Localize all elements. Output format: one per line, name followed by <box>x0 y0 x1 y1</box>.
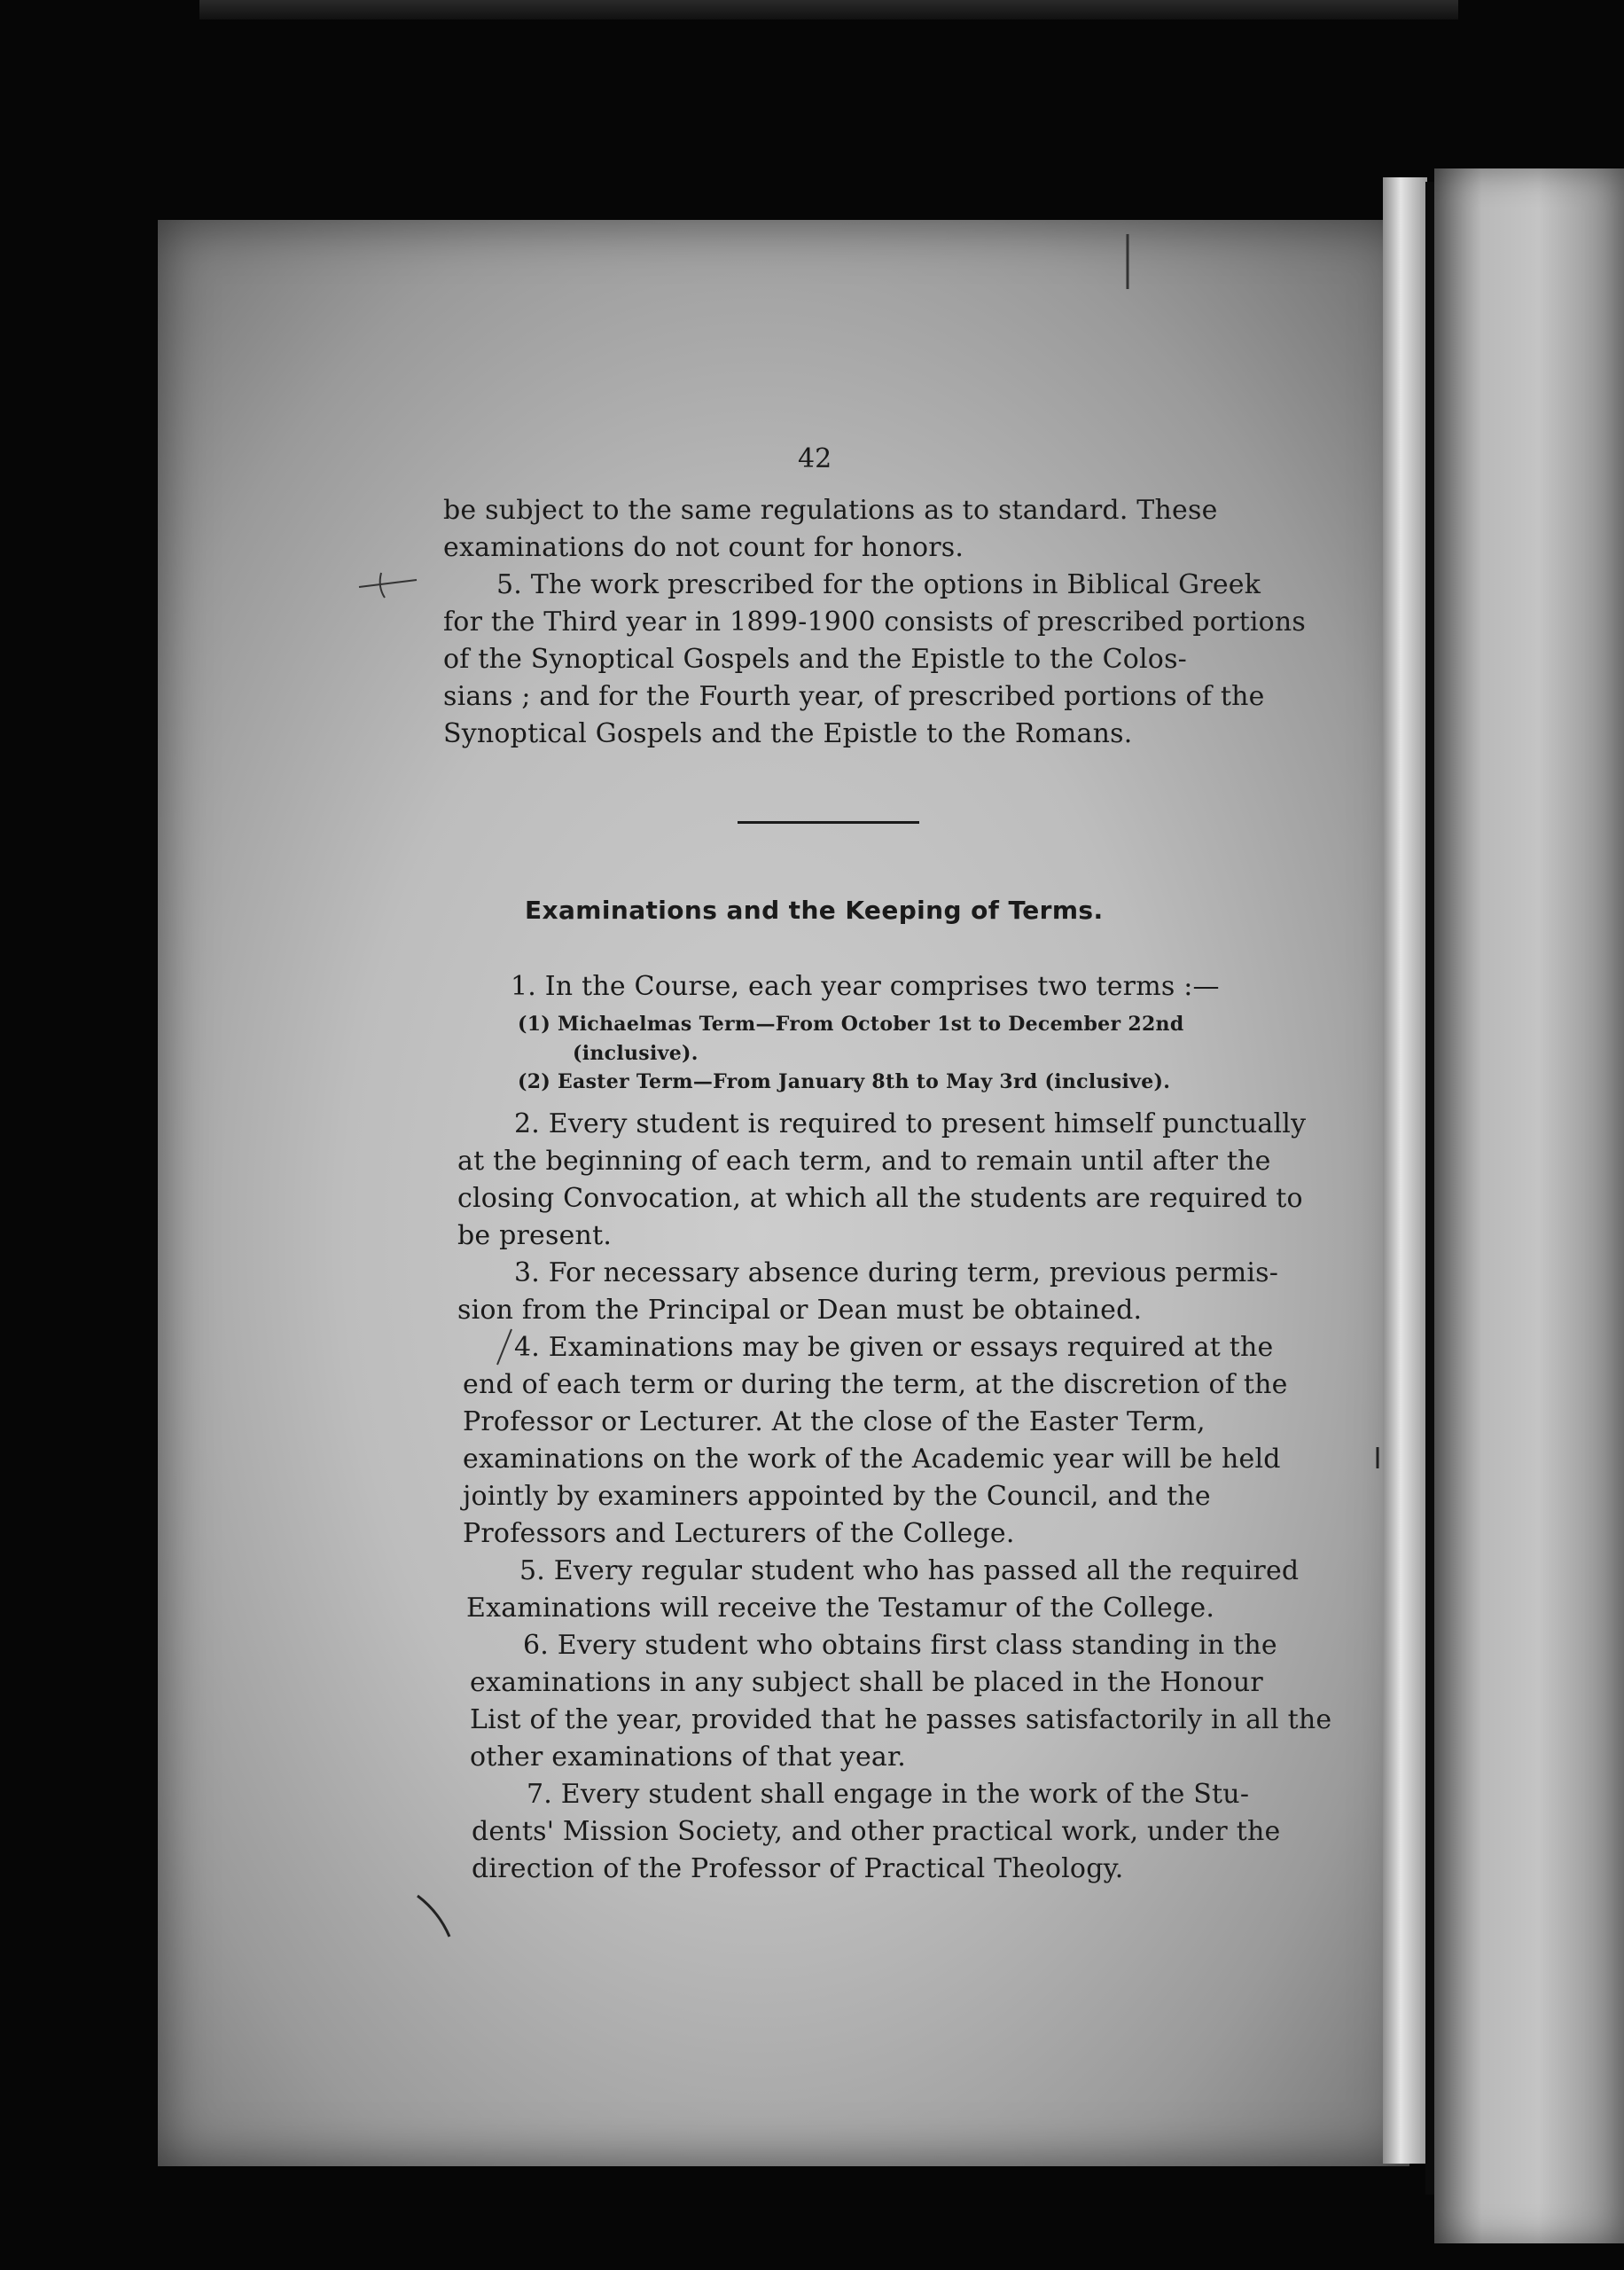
rule-line: examinations in any subject shall be placed in the Honour <box>470 1667 1263 1698</box>
book-page-right-edge <box>1434 168 1624 2243</box>
page-number: 42 <box>798 443 832 474</box>
rule-line: jointly by examiners appointed by the Council, and the <box>463 1481 1211 1512</box>
pencil-stroke-icon <box>412 1889 465 1942</box>
term-line: (2) Easter Term—From January 8th to May 3rd (inclusive). <box>518 1070 1171 1093</box>
rule-line: at the beginning of each term, and to remain until after the <box>457 1146 1271 1177</box>
continuation-line: examinations do not count for honors. <box>443 532 964 563</box>
rule-line: 2. Every student is required to present himself punctually <box>514 1108 1307 1139</box>
rule-line: Professors and Lecturers of the College. <box>463 1518 1015 1549</box>
rule-line: 7. Every student shall engage in the work of the Stu- <box>527 1779 1250 1810</box>
section-divider <box>738 821 919 824</box>
rule-line: 4. Examinations may be given or essays required at the <box>514 1332 1274 1363</box>
continuation-line: of the Synoptical Gospels and the Epistle to the Colos- <box>443 644 1188 675</box>
term-line: (inclusive). <box>573 1042 699 1065</box>
rule-line: List of the year, provided that he passes satisfactorily in all the <box>470 1704 1332 1735</box>
rule-line: 3. For necessary absence during term, previous permis- <box>514 1257 1279 1288</box>
section-heading: Examinations and the Keeping of Terms. <box>525 896 1104 925</box>
continuation-line: be subject to the same regulations as to standard. These <box>443 495 1218 526</box>
rule-line: direction of the Professor of Practical Theology. <box>472 1853 1124 1884</box>
continuation-line: sians ; and for the Fourth year, of prescribed portions of the <box>443 681 1265 712</box>
book-gutter <box>1383 177 1427 2164</box>
rule-line: closing Convocation, at which all the students are required to <box>457 1183 1303 1214</box>
rule-line: dents' Mission Society, and other practical work, under the <box>472 1816 1281 1847</box>
rule-line: end of each term or during the term, at the discretion of the <box>463 1369 1288 1400</box>
book-edge-top <box>199 0 1458 20</box>
rule-line: sion from the Principal or Dean must be obtained. <box>457 1295 1143 1326</box>
book-spine <box>1425 182 1434 2195</box>
continuation-line: 5. The work prescribed for the options in Biblical Greek <box>496 569 1261 600</box>
rule-line: other examinations of that year. <box>470 1742 906 1773</box>
rule-line: Professor or Lecturer. At the close of the Easter Term, <box>463 1406 1206 1437</box>
rule-line: 5. Every regular student who has passed all the required <box>519 1555 1300 1586</box>
pencil-tick-icon <box>492 1326 519 1370</box>
pencil-line-icon <box>1119 232 1136 294</box>
rule-line: Examinations will receive the Testamur of the College. <box>466 1593 1215 1624</box>
continuation-line: for the Third year in 1899-1900 consists of prescribed portions <box>443 607 1307 638</box>
rule-line: 6. Every student who obtains first class standing in the <box>523 1630 1277 1661</box>
continuation-line: Synoptical Gospels and the Epistle to the Romans. <box>443 718 1133 749</box>
rule-line: examinations on the work of the Academic year will be held <box>463 1444 1281 1475</box>
pencil-mark-icon <box>355 568 426 603</box>
intro-line: 1. In the Course, each year comprises two terms :— <box>511 971 1220 1002</box>
term-line: (1) Michaelmas Term—From October 1st to December 22nd <box>518 1013 1184 1036</box>
rule-line: be present. <box>457 1220 613 1251</box>
margin-dash-icon <box>1372 1445 1383 1472</box>
